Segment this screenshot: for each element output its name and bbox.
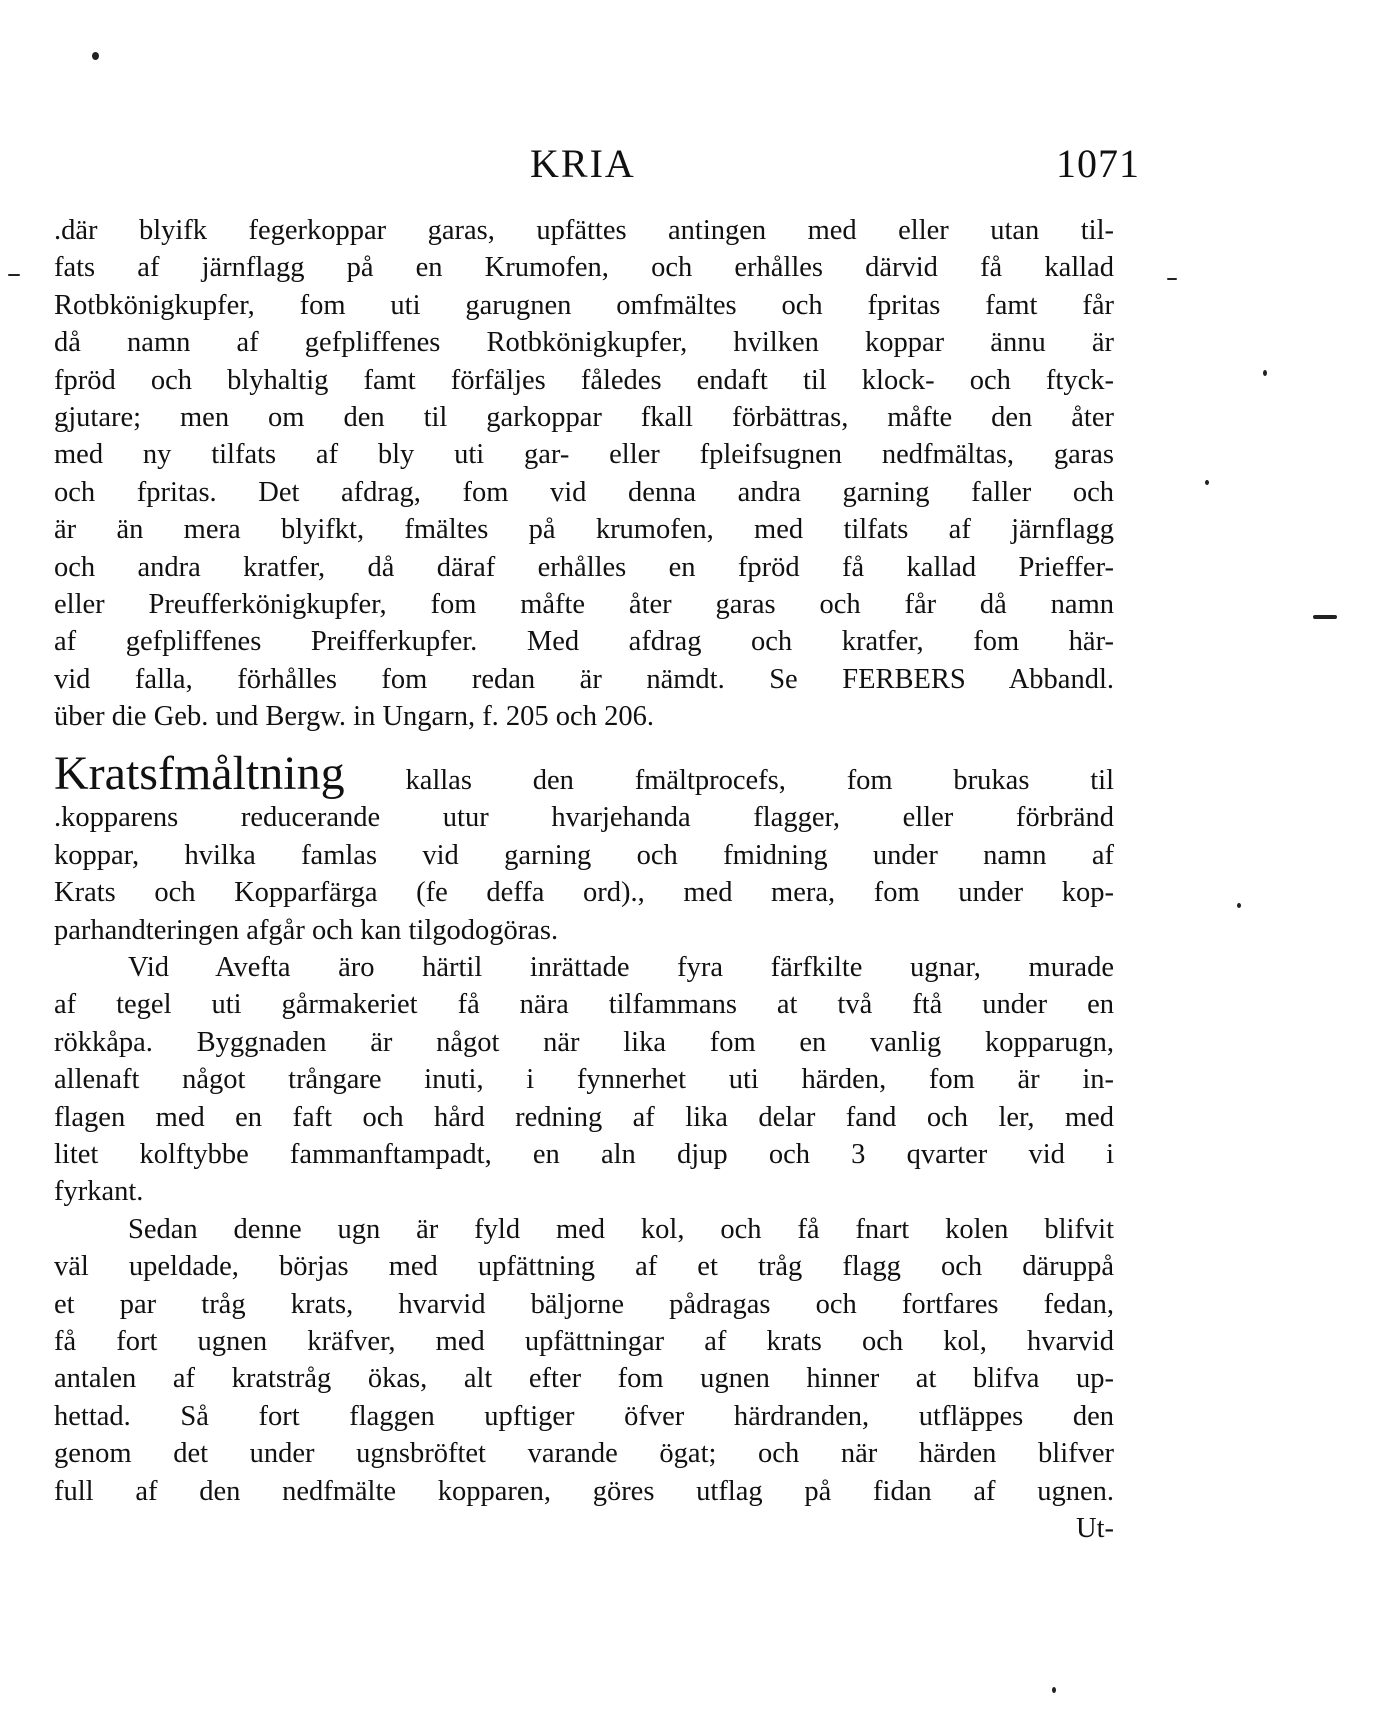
text-line: af gefpliffenes Preifferkupfer. Med afdrag och kratfer, fom här-	[54, 626, 1114, 658]
text-line: fats af järnflagg på en Krumofen, och erhålles därvid få kallad	[54, 252, 1114, 284]
text-line: allenaft något trångare inuti, i fynnerhet uti härden, fom är in-	[54, 1064, 1114, 1096]
text-line: full af den nedfmälte kopparen, göres utflag på fidan af ugnen.	[54, 1475, 1114, 1507]
text-line: med ny tilfats af bly uti gar- eller fpleifsugnen nedfmältas, garas	[54, 439, 1114, 471]
text-line: parhandteringen afgår och kan tilgodogöras.	[54, 914, 559, 946]
ink-speck-decoration	[1205, 480, 1209, 485]
ink-speck-decoration	[8, 274, 20, 276]
text-line: litet kolftybbe fammanftampadt, en aln djup och 3 qvarter vid i	[54, 1138, 1114, 1170]
ink-speck-decoration	[1052, 1687, 1056, 1693]
text-line: få fort ugnen kräfver, med upfättningar af krats och kol, hvarvid	[54, 1325, 1114, 1357]
text-line: .kopparens reducerande utur hvarjehanda flagger, eller förbränd	[54, 802, 1114, 834]
text-line: hettad. Så fort flaggen upftiger öfver härdranden, utfläppes den	[54, 1400, 1114, 1432]
text-line: genom det under ugnsbröftet varande ögat; och när härden blifver	[54, 1438, 1114, 1470]
ink-speck-decoration	[92, 52, 99, 60]
ink-speck-decoration	[1167, 278, 1177, 280]
entry-first-line-text: kallas den fmältprocefs, fom brukas til	[405, 765, 1114, 797]
ink-speck-decoration	[1237, 903, 1241, 908]
text-line: och andra kratfer, då däraf erhålles en fpröd få kallad Prieffer-	[54, 551, 1114, 583]
entry-kratsfmaltning	[54, 749, 1114, 949]
text-line: fyrkant.	[54, 1176, 144, 1208]
text-line: koppar, hvilka famlas vid garning och fmidning under namn af	[54, 839, 1114, 871]
ink-speck-decoration	[1313, 615, 1337, 619]
text-line: antalen af kratstråg ökas, alt efter fom ugnen hinner at blifva up-	[54, 1363, 1114, 1395]
text-line: Krats och Kopparfärga (fe deffa ord)., med mera, fom under kop-	[54, 877, 1114, 909]
text-line: är än mera blyifkt, fmältes på krumofen, med tilfats af järnflagg	[54, 514, 1114, 546]
paragraph-avesta	[54, 949, 1114, 1211]
paragraph-sedan	[54, 1211, 1114, 1548]
entry-first-line	[54, 749, 1114, 799]
text-line: fpröd och blyhaltig famt förfäljes fåledes endaft til klock- och ftyck-	[54, 364, 1114, 396]
text-line: vid falla, förhålles fom redan är nämdt. Se FERBERS Abbandl.	[54, 663, 1114, 695]
text-line: väl upeldade, börjas med upfättning af et tråg flagg och däruppå	[54, 1251, 1114, 1283]
text-line: flagen med en faft och hård redning af lika delar fand och ler, med	[54, 1101, 1114, 1133]
text-line: rökkåpa. Byggnaden är något när lika fom en vanlig kopparugn,	[54, 1026, 1114, 1058]
ink-speck-decoration	[1263, 370, 1267, 376]
text-line: då namn af gefpliffenes Rotbkönigkupfer, hvilken koppar ännu är	[54, 327, 1114, 359]
text-line: Sedan denne ugn är fyld med kol, och få fnart kolen blifvit	[128, 1213, 1114, 1245]
page-number: 1071	[1056, 141, 1140, 186]
text-line: och fpritas. Det afdrag, fom vid denna andra garning faller och	[54, 476, 1114, 508]
page-header	[60, 140, 1140, 190]
text-line: eller Preufferkönigkupfer, fom måfte åter garas och får då namn	[54, 588, 1114, 620]
entry-continuation	[54, 212, 1114, 735]
text-line: über die Geb. und Bergw. in Ungarn, f. 205 och 206.	[54, 701, 654, 733]
text-line: af tegel uti gårmakeriet få nära tilfammans at två ftå under en	[54, 989, 1114, 1021]
text-line: gjutare; men om den til garkoppar fkall förbättras, måfte den åter	[54, 401, 1114, 433]
text-line: .där blyifk fegerkoppar garas, upfättes antingen med eller utan til-	[54, 215, 1114, 246]
text-block	[54, 212, 1114, 1547]
running-head: KRIA	[530, 141, 636, 186]
text-line: Rotbkönigkupfer, fom uti garugnen omfmältes och fpritas famt får	[54, 289, 1114, 321]
entry-headword: Kratsfmåltning	[54, 747, 345, 801]
text-line: Vid Avefta äro härtil inrättade fyra färfkilte ugnar, murade	[128, 952, 1114, 984]
catchword: Ut-	[1076, 1512, 1114, 1544]
text-line: et par tråg krats, hvarvid bäljorne pådragas och fortfares fedan,	[54, 1288, 1114, 1320]
